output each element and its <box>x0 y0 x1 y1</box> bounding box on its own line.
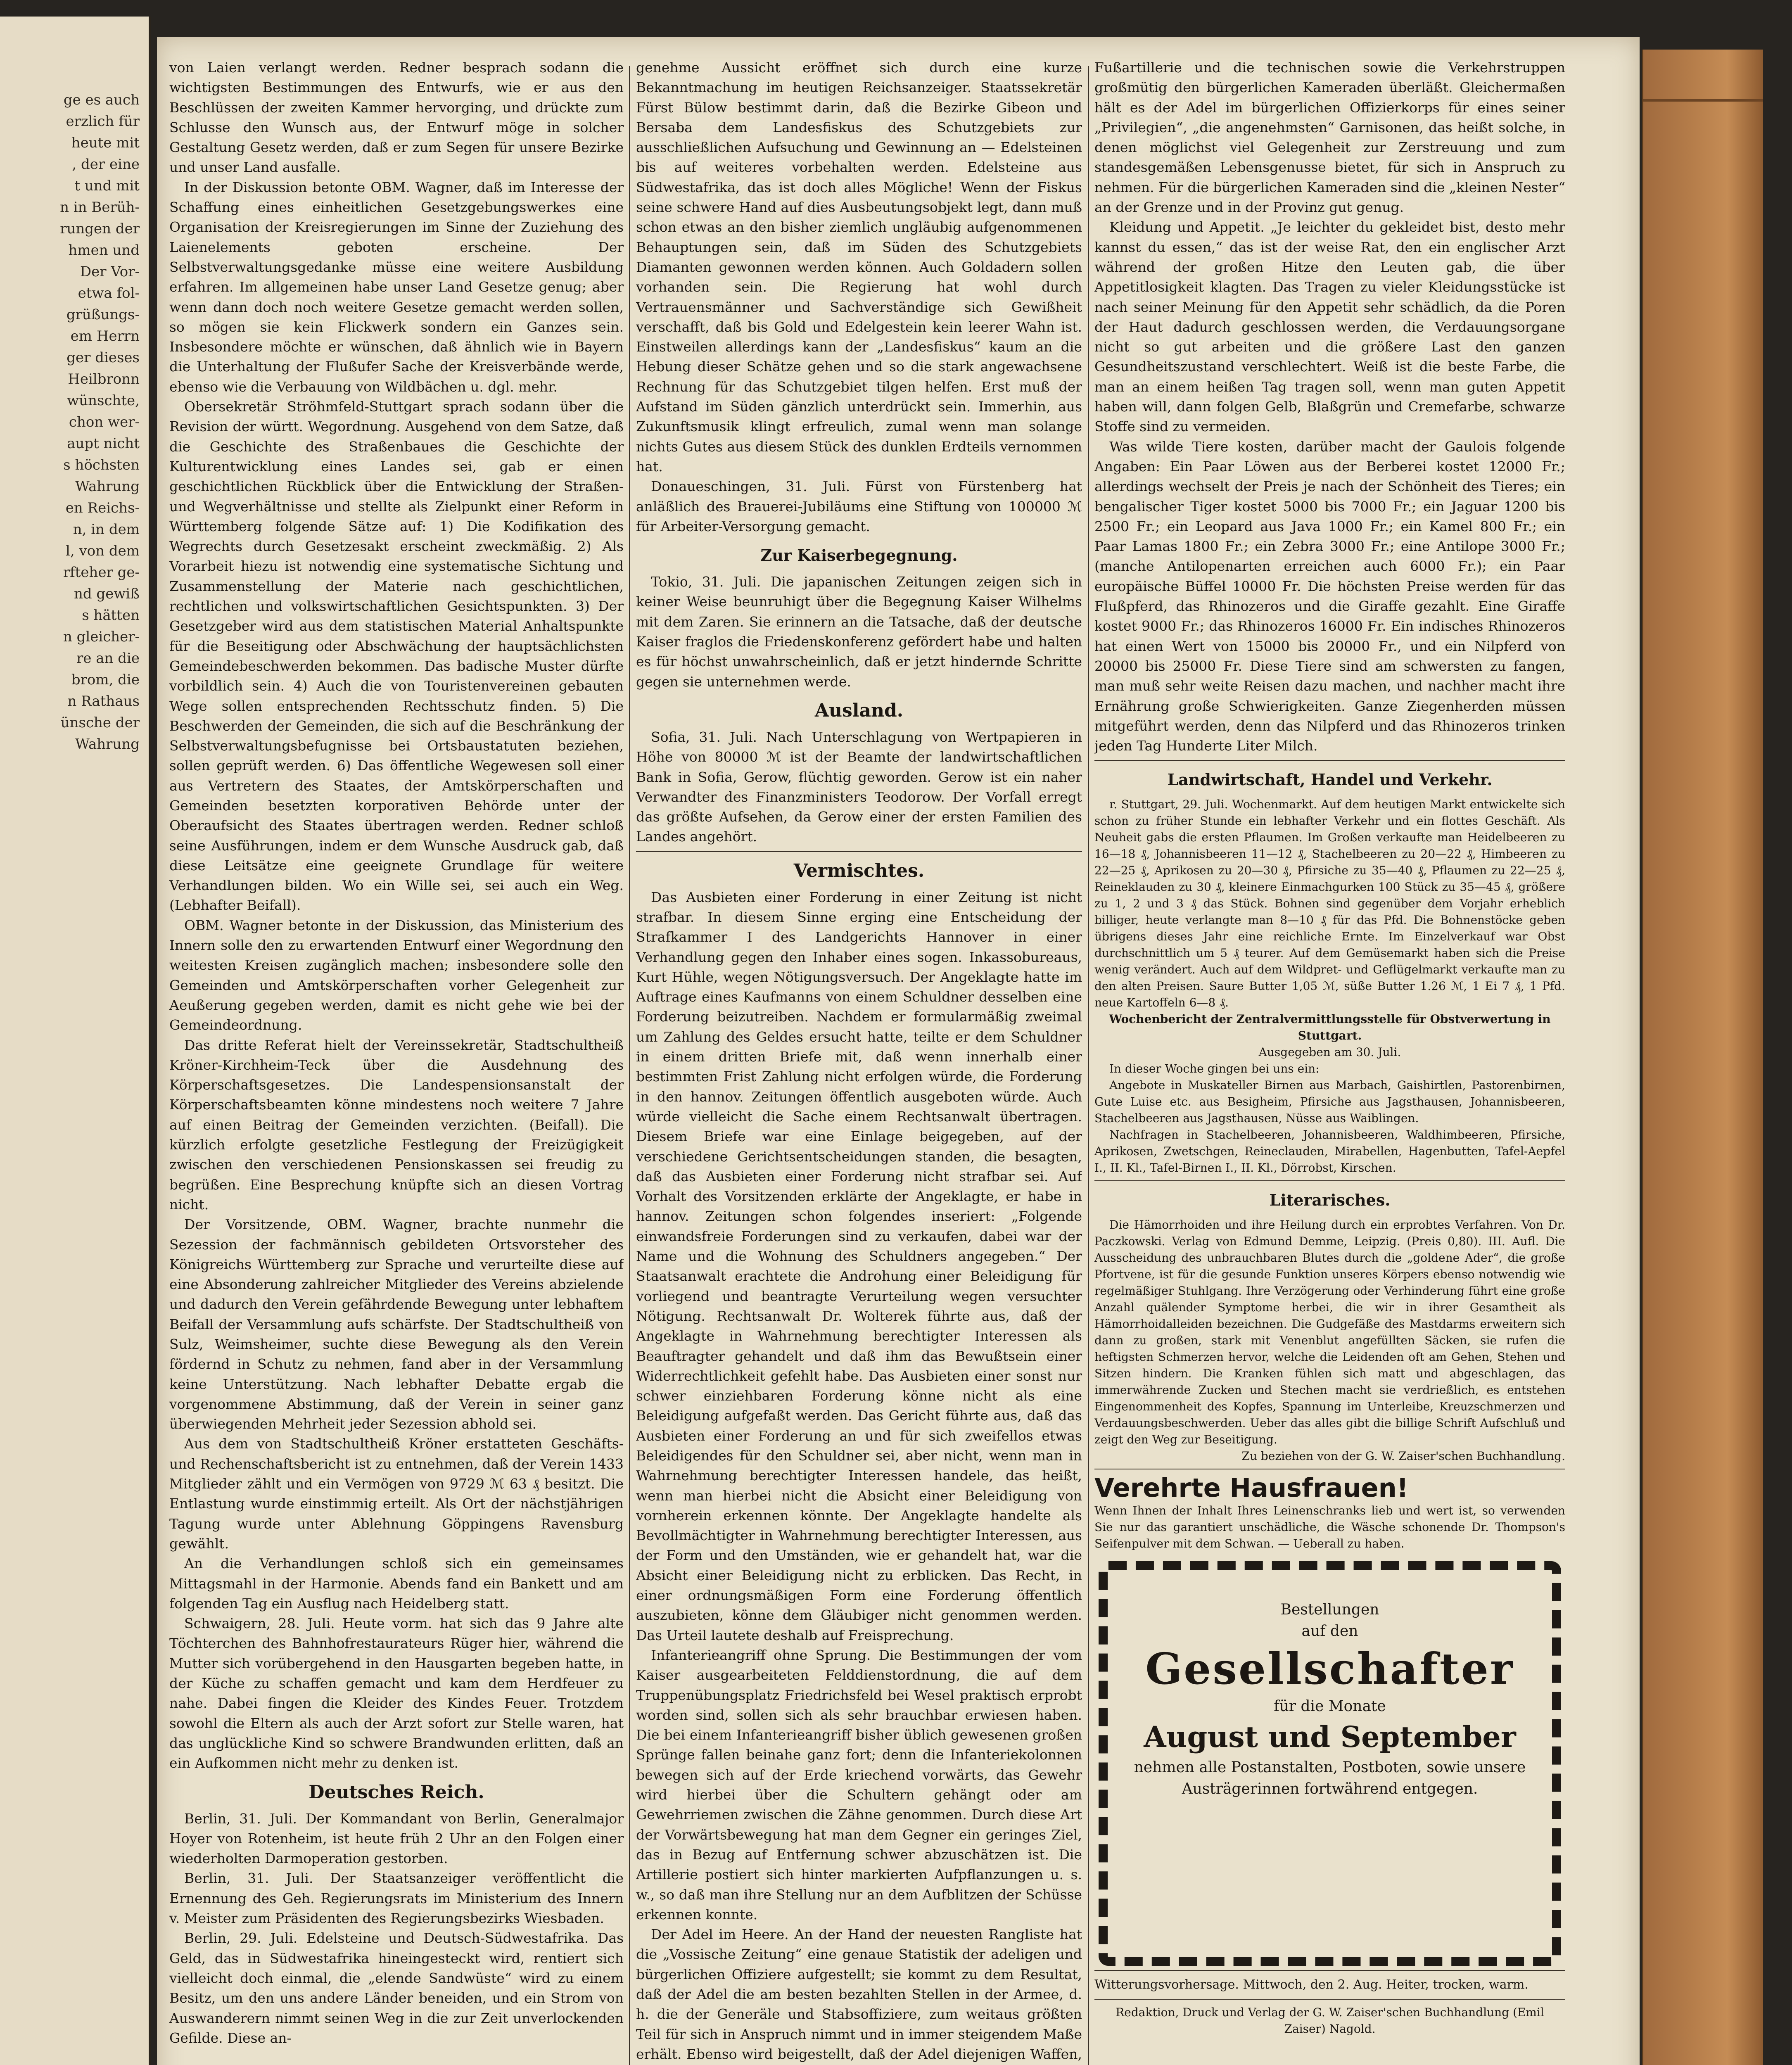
article-paragraph: Fußartillerie und die technischen sowie die Verkehrstruppen großmütig den bürgerlichen Kameraden überläßt. Gleichermaßen hält es der Adel im bürgerlichen Offizierkorps für eines seiner „Privilegien“, „die angenehmsten“ Garnisonen, das heißt solche, in denen möglichst viel Gelegenheit zur Zerstreuung und zum standesgemäßen Lebensgenusse bietet, für sich in Anspruch zu nehmen. Für die bürgerlichen Kameraden sind die „kleinen Nester“ an der Grenze und in der Provinz gut genug. <box>1094 59 1565 216</box>
box-line: auf den <box>1301 1623 1358 1640</box>
column-2 <box>636 58 1082 2065</box>
literary-notice <box>1094 1217 1565 1464</box>
left-page-text-fragment: Der Vor- <box>80 263 140 280</box>
column-3 <box>1094 58 1565 2065</box>
box-title: Gesellschafter <box>1145 1643 1514 1695</box>
left-page-text-fragment: s höchsten <box>63 457 140 473</box>
column-rule <box>1088 66 1089 2065</box>
left-page-text-fragment: n gleicher- <box>63 629 140 645</box>
left-page-text-fragment: t und mit <box>74 178 140 194</box>
section-heading: Deutsches Reich. <box>309 1781 484 1803</box>
ad-text: Wenn Ihnen der Inhalt Ihres Leinenschranks lieb und wert ist, so verwenden Sie nur das garantiert unschädliche, die Wäsche schonende Dr. Thompson's Seifenpulver mit dem Schwan. — Ueberall zu haben. <box>1094 1504 1565 1551</box>
box-line: Bestellungen <box>1280 1601 1379 1619</box>
section-heading: Vermischtes. <box>793 860 925 881</box>
left-page-text-fragment: grüßungs- <box>66 306 140 323</box>
section-heading: Literarisches. <box>1269 1191 1391 1210</box>
divider <box>1094 1970 1565 1971</box>
article-paragraph: Kleidung und Appetit. „Je leichter du gekleidet bist, desto mehr kannst du essen,“ das ist der weise Rat, den ein englischer Arzt während der großen Hitze den Leuten gab, die über Appetitlosigkeit klagten. Das Tragen zu vieler Kleidungsstücke ist nach seiner Meinung für den Appetit sehr schädlich, da die Poren der Haut dadurch geschlossen werden, die Verdauungsorgane nicht so gut arbeiten und die größere Last den ganzen Gesundheitszustand verschlechtert. Weiß ist die beste Farbe, die man an einem heißen Tag tragen soll, wenn man guten Appetit haben will, dann folgen Gelb, Blaßgrün und Cremefarbe, schwarze Stoffe sind zu vermeiden. <box>1094 219 1565 435</box>
article-paragraph: Sofia, 31. Juli. Nach Unterschlagung von Wertpapieren in Höhe von 80000 ℳ ist der Beamte der landwirtschaftlichen Bank in Sofia, Gerow, flüchtig geworden. Gerow ist ein naher Verwandter des Finanzministers Teodorow. Der Vorfall erregt das größte Aufsehen, da Gerow einer der ersten Familien des Landes angehört. <box>636 729 1082 845</box>
left-page-text-fragment: n in Berüh- <box>60 199 140 216</box>
article-paragraph: Berlin, 31. Juli. Der Kommandant von Berlin, Generalmajor Hoyer von Rotenheim, ist heute früh 2 Uhr an den Folgen einer wiederholten Darmoperation gestorben. <box>169 1810 624 1867</box>
article-paragraph: Schwaigern, 28. Juli. Heute vorm. hat sich das 9 Jahre alte Töchterchen des Bahnhofrestaurateurs Rüger hier, während die Mutter sich vorübergehend in den Hausgarten begeben hatte, in der Küche zu schaffen gemacht und kam dem Herdfeuer zu nahe. Dabei fingen die Kleider des Kindes Feuer. Trotzdem sowohl die Eltern als auch der Arzt sofort zur Stelle waren, hat das unglückliche Kind so schwere Brandwunden erlitten, daß an ein Aufkommen nicht mehr zu denken ist. <box>169 1615 624 1771</box>
book-fore-edge <box>1642 50 1763 2065</box>
left-page-text-fragment: , der eine <box>72 156 140 173</box>
left-page-text-fragment: s hätten <box>82 607 140 624</box>
left-page-text-fragment: ünsche der <box>60 714 140 731</box>
subheading: Wochenbericht der Zentralvermittlungsstelle für Obstverwertung in Stuttgart. <box>1109 1012 1551 1043</box>
left-page-text-fragment: wünschte, <box>67 392 140 409</box>
article-paragraph: Was wilde Tiere kosten, darüber macht der Gaulois folgende Angaben: Ein Paar Löwen aus der Berberei kostet 12000 Fr.; allerdings wechselt der Preis je nach der Schönheit des Tieres; ein bengalischer Tiger kostet 5000 bis 7000 Fr.; ein Jaguar 1200 bis 2500 Fr.; ein Leopard aus Java 1000 Fr.; ein Kamel 800 Fr.; ein Paar Lamas 1800 Fr.; ein Zebra 3000 Fr.; eine Antilope 3000 Fr.; (manche Antilopenarten erreichen auch 6000 Fr.); ein Paar europäische Büffel 10000 Fr. Die höchsten Preise werden für das Flußpferd, das Rhinozeros und die Giraffe gezahlt. Eine Giraffe kostet 9000 Fr.; das Rhinozeros 16000 Fr. Ein indisches Rhinozeros hat einen Wert von 15000 bis 20000 Fr., und ein Nilpferd von 20000 bis 25000 Fr. Diese Tiere sind am schwersten zu fangen, man muß sehr weite Reisen dazu machen, und nachher macht ihre Ernährung große Schwierigkeiten. Ganze Ziegenherden müssen mitgeführt werden, denn das Nilpferd und das Rhinozeros trinken jeden Tag Hunderte Liter Milch. <box>1094 438 1565 754</box>
divider <box>1094 760 1565 761</box>
left-page-text-fragment: re an die <box>76 650 140 667</box>
ad-title: Verehrte Hausfrauen! <box>1094 1473 1409 1503</box>
left-page-text-fragment: rungen der <box>60 221 140 237</box>
left-page-text-fragment: ger dieses <box>66 349 140 366</box>
article-paragraph: Die Hämorrhoiden und ihre Heilung durch ein erprobtes Verfahren. Von Dr. Paczkowski. Verlag von Edmund Demme, Leipzig. (Preis 0,80). III. Aufl. Die Ausscheidung des unbrauchbaren Blutes durch die „goldene Ader“, die große Pfortvene, ist für die gesunde Funktion unseres Körpers ebenso notwendig wie regelmäßiger Stuhlgang. Ihre Verzögerung oder Verhinderung führt eine große Anzahl quälender Symptome herbei, die wir in ihrer Gesamtheit als Hämorrhoidalleiden bezeichnen. Die Gudgefäße des Mastdarms erweitern sich dann zu großen, stark mit Venenblut angefüllten Säcken, sie rufen die heftigsten Schmerzen hervor, welche die Leidenden oft am Gehen, Stehen und Sitzen hindern. Die Kranken fühlen sich matt und abgeschlagen, das immerwährende Zucken und Stechen macht sie verdrießlich, es entstehen Eingenommenheit des Kopfes, Spannung im Unterleibe, Kreuzschmerzen und Verdauungsbeschwerden. Ueber das alles gibt die billige Schrift Aufschluß und zeigt den Weg zur Beseitigung. <box>1094 1218 1565 1447</box>
article-paragraph: Nachfragen in Stachelbeeren, Johannisbeeren, Waldhimbeeren, Pfirsiche, Aprikosen, Zwetschgen, Reineclauden, Mirabellen, Hagenbutten, Tafel-Aepfel I., II. Kl., Tafel-Birnen I., II. Kl., Dörrobst, Kirschen. <box>1094 1128 1565 1175</box>
article-paragraph: Donaueschingen, 31. Juli. Fürst von Fürstenberg hat anläßlich des Brauerei-Jubiläums eine Stiftung von 100000 ℳ für Arbeiter-Versorgung gemacht. <box>636 478 1082 534</box>
issue-date: Ausgegeben am 30. Juli. <box>1258 1045 1401 1059</box>
advertisement <box>1094 1474 1565 1552</box>
article-paragraph: von Laien verlangt werden. Redner besprach sodann die wichtigsten Bestimmungen des Entwurfs, wie er aus den Beschlüssen der zweiten Kammer hervorging, und drückte zum Schlusse den Wunsch aus, der Entwurf möge in solcher Gestaltung Gesetz werden, daß er zum Segen für unsere Bezirke und unser Land ausfalle. <box>169 59 624 176</box>
left-page-text-fragment: rfteher ge- <box>63 564 140 581</box>
box-line: nehmen alle Postanstalten, Postboten, sowie unsere Austrägerinnen fortwährend entgegen. <box>1134 1759 1526 1798</box>
article-paragraph: Aus dem von Stadtschultheiß Kröner erstatteten Geschäfts- und Rechenschaftsbericht ist zu entnehmen, daß der Verein 1433 Mitglieder zählt und ein Vermögen von 9729 ℳ 63 ₰ besitzt. Die Entlastung wurde einstimmig erteilt. Als Ort der nächstjährigen Tagung wurde unter Ablehnung Göppingens Ravensburg gewählt. <box>169 1436 624 1552</box>
divider <box>1094 1999 1565 2000</box>
subscription-box <box>1099 1561 1561 1966</box>
left-page-text-fragment: etwa fol- <box>78 285 140 301</box>
section-heading: Ausland. <box>814 700 904 721</box>
column-rule <box>629 66 630 2065</box>
box-line: für die Monate <box>1274 1698 1386 1715</box>
section-heading: Landwirtschaft, Handel und Verkehr. <box>1167 770 1493 789</box>
article-paragraph: Angebote in Muskateller Birnen aus Marbach, Gaishirtlen, Pastorenbirnen, Gute Luise etc. aus Besigheim, Pfirsiche aus Jagsthausen, Johannisbeeren, Stachelbeeren aus Jagsthausen, Nüsse aus Waiblingen. <box>1094 1078 1565 1125</box>
left-page-text-fragment: chon wer- <box>69 414 140 430</box>
article-paragraph: In der Diskussion betonte OBM. Wagner, daß im Interesse der Schaffung eines einheitlichen Gesetzgebungswerkes eine Organisation der Kreisregierungen im Sinne der Zuziehung des Laienelements geboten erscheine. Der Selbstverwaltungsgedanke müsse eine weitere Ausbildung erfahren. Im allgemeinen habe unser Land Gesetze genug; aber wenn dann doch noch weitere Gesetze gemacht werden sollen, so mögen sie kein Flickwerk sondern ein Ganzes sein. Insbesondere möchte er wünschen, daß ähnlich wie in Bayern die Unterhaltung der Flußufer Sache der Kreisverbände werde, ebenso wie die Verbauung von Wildbächen u. dgl. mehr. <box>169 179 624 395</box>
article-paragraph: Berlin, 31. Juli. Der Staatsanzeiger veröffentlicht die Ernennung des Geh. Regierungsrats im Ministerium des Innern v. Meister zum Präsidenten des Regierungsbezirks Wiesbaden. <box>169 1870 624 1927</box>
left-page-text-fragment: l, von dem <box>66 543 140 559</box>
left-page-text-fragment: nd gewiß <box>74 586 140 602</box>
left-page-text-fragment: Heilbronn <box>68 371 140 387</box>
left-page-text-fragment: en Reichs- <box>65 500 140 516</box>
weather-forecast: Witterungsvorhersage. Mittwoch, den 2. Aug. Heiter, trocken, warm. <box>1094 1977 1529 1992</box>
article-paragraph: Das dritte Referat hielt der Vereinssekretär, Stadtschultheiß Kröner-Kirchheim-Teck über die Ausdehnung des Körperschaftsgesetzes. Die Landespensionsanstalt der Körperschaftsbeamten könne mindestens noch weitere 7 Jahre auf einen Beitrag der Gemeinden verzichten. (Beifall). Die kürzlich erfolgte gesetzliche Festlegung der Freizügigkeit zwischen den verschiedenen Pensionskassen sei freudig zu begrüßen. Eine Besprechung knüpfte sich an diesen Vortrag nicht. <box>169 1037 624 1213</box>
section-heading: Zur Kaiserbegegnung. <box>760 546 958 565</box>
imprint: Redaktion, Druck und Verlag der G. W. Zaiser'schen Buchhandlung (Emil Zaiser) Nagold. <box>1116 2005 1544 2036</box>
left-page-fragment <box>0 17 151 2065</box>
left-page-text-fragment: n, in dem <box>73 521 140 538</box>
left-page-text-fragment: n Rathaus <box>67 693 140 710</box>
divider <box>1094 1180 1565 1181</box>
left-page-text-fragment: em Herrn <box>70 328 140 344</box>
article-paragraph: Tokio, 31. Juli. Die japanischen Zeitungen zeigen sich in keiner Weise beunruhigt über die Begegnung Kaiser Wilhelms mit dem Zaren. Sie erinnern an die Tatsache, daß der deutsche Kaiser fraglos die Friedenskonferenz gefördert habe und halten es für höchst unwahrscheinlich, daß er jetzt hindernde Schritte gegen sie unternehmen werde. <box>636 574 1082 690</box>
article-paragraph: Der Vorsitzende, OBM. Wagner, brachte nunmehr die Sezession der fachmännisch gebildeten Ortsvorsteher des Königreichs Württemberg zur Sprache und verurteilte diese auf eine Absonderung zahlreicher Mitglieder des Vereins abzielende und dadurch den Verein gefährdende Bewegung unter lebhaftem Beifall der Versammlung aufs schärfste. Der Stadtschultheiß von Sulz, Weimsheimer, suchte diese Bewegung als den Verein fördernd in Schutz zu nehmen, fand aber in der Versammlung keine Unterstützung. Nach lebhafter Debatte ergab die vorgenommene Abstimmung, daß der Verein in seiner ganz überwiegenden Mehrheit jeder Sezession abhold sei. <box>169 1216 624 1432</box>
article-paragraph: Der Adel im Heere. An der Hand der neuesten Rangliste hat die „Vossische Zeitung“ eine genaue Statistik der adeligen und bürgerlichen Offiziere aufgestellt; sie kommt zu dem Resultat, daß der Adel die am besten bezahlten Stellen in der Armee, d. h. die der Generäle und Stabsoffiziere, zum weitaus größten Teil für sich in Anspruch nimmt und in immer steigendem Maße erhält. Ebenso wird beigestellt, daß der Adel diejenigen Waffen, <box>636 1926 1082 2062</box>
article-paragraph: Infanterieangriff ohne Sprung. Die Bestimmungen der vom Kaiser ausgearbeiteten Felddienstordnung, die auf dem Truppenübungsplatz Friedrichsfeld bei Wesel praktisch erprobt worden sind, sollen sich als sehr brauchbar erwiesen haben. Die bei einem Infanterieangriff bisher üblich gewesenen großen Sprünge fallen beinahe ganz fort; denn die Infanteriekolonnen bewegen sich auf der Erde kriechend vorwärts, das Gewehr wird hierbei über die Schultern gehängt oder am Gewehrriemen zwischen die Zähne genommen. Durch diese Art der Vorwärtsbewegung hat man dem Gegner ein geringes Ziel, das in Bezug auf Entfernung schwer abzuschätzen ist. Die Artillerie postiert sich hinter markierten Aufpflanzungen u. s. w., so daß man ihre Stellung nur an dem Aufblitzen der Schüsse erkennen konnte. <box>636 1647 1082 1923</box>
left-page-text-fragment: heute mit <box>71 135 140 151</box>
article-paragraph: In dieser Woche gingen bei uns ein: <box>1109 1062 1320 1076</box>
divider <box>636 851 1082 852</box>
left-page-text-fragment: brom, die <box>71 672 140 688</box>
article-paragraph: An die Verhandlungen schloß sich ein gemeinsames Mittagsmahl in der Harmonie. Abends fand ein Bankett und am folgenden Tag ein Ausflug nach Heidelberg statt. <box>169 1555 624 1612</box>
article-paragraph: Berlin, 29. Juli. Edelsteine und Deutsch-Südwestafrika. Das Geld, das in Südwestafrika hineingesteckt wird, rentiert sich vielleicht doch einmal, die „elende Sandwüste“ wird zu einem Besitz, um den uns andere Länder beneiden, und ein Strom von Auswanderern nimmt seinen Weg in die zur Zeit unverlockenden Gefilde. Diese an- <box>169 1930 624 2046</box>
left-page-text-fragment: aupt nicht <box>67 435 140 452</box>
article-paragraph: genehme Aussicht eröffnet sich durch eine kurze Bekanntmachung im heutigen Reichsanzeiger. Staatssekretär Fürst Bülow bestimmt darin, daß die Bezirke Gibeon und Bersaba dem Landesfiskus des Schutzgebiets zur ausschließlichen Aufsuchung und Gewinnung an — Edelsteinen bis auf weiteres vorbehalten werden. Edelsteine aus Südwestafrika, das ist doch alles Mögliche! Wenn der Fiskus seine schwere Hand auf dies Ausbeutungsobjekt legt, dann muß schon etwas an den bisher ziemlich ungläubig aufgenommenen Behauptungen sein, daß im Süden des Schutzgebiets Diamanten gewonnen werden können. Auch Goldadern sollen vorhanden sein. Die Regierung hat wohl durch Vertrauensmänner und Sachverständige sich Gewißheit verschafft, daß bis Gold und Edelgestein kein leerer Wahn ist. Einstweilen allerdings kann der „Landesfiskus“ kaum an die Hebung dieser Schätze gehen und so die stark angewachsene Rechnung für das Schutzgebiet tilgen helfen. Erst muß der Aufstand im Süden gänzlich unterdrückt sein. Immerhin, aus Zukunftsmusik klingt erfreulich, zumal wenn man solange nichts Gutes aus diesem Stück des dunklen Erdteils vernommen hat. <box>636 59 1082 475</box>
left-page-text-fragment: erzlich für <box>66 113 140 130</box>
left-page-text-fragment: hmen und <box>68 242 140 259</box>
article-paragraph: Zu beziehen von der G. W. Zaiser'schen Buchhandlung. <box>1241 1449 1565 1463</box>
article-paragraph: OBM. Wagner betonte in der Diskussion, das Ministerium des Innern solle den zu erwartenden Entwurf einer Wegordnung den weitesten Kreisen zugänglich machen; insbesondere solle den Gemeinden und Amtskörperschaften vorher Gelegenheit zur Aeußerung gegeben werden, damit es nicht gehe wie bei der Gemeindeordnung. <box>169 917 624 1033</box>
box-months: August und September <box>1144 1720 1516 1754</box>
article-paragraph: Das Ausbieten einer Forderung in einer Zeitung ist nicht strafbar. In diesem Sinne erging eine Entscheidung der Strafkammer I des Landgerichts Hannover in einer Verhandlung gegen den Inhaber eines sogen. Inkassobureaus, Kurt Hühle, wegen Nötigungsversuch. Der Angeklagte hatte im Auftrage eines Kaufmanns von einem Schuldner desselben eine Forderung beizutreiben. Nachdem er formularmäßig zweimal um Zahlung des Geldes ersucht hatte, teilte er dem Schuldner in einem dritten Briefe mit, daß wenn innerhalb einer bestimmten Frist Zahlung nicht erfolgen würde, die Forderung in den hannov. Zeitungen öffentlich ausgeboten würde. Auch würde vielleicht die Sache einem Rechtsanwalt übertragen. Diesem Briefe war eine Einlage beigegeben, auf der verschiedene Gerichtsentscheidungen standen, die besagten, daß das Ausbieten einer Forderung nicht strafbar sei. Auf Vorhalt des Vorsitzenden erklärte der Angeklagte, er habe in hannov. Zeitungen schon folgendes inseriert: „Folgende einwandsfreie Forderungen sind zu verkaufen, dabei war der Name und die Wohnung des Schuldners angegeben.“ Der Staatsanwalt erachtete die Androhung einer Beleidigung für vorliegend und beantragte Verurteilung wegen versuchter Nötigung. Rechtsanwalt Dr. Wolterek führte aus, daß der Angeklagte in Wahrnehmung berechtigter Interessen als Beauftragter gehandelt und daß ihm das Bewußtsein einer Widerrechtlichkeit gefehlt habe. Das Ausbieten einer sonst nur schwer einziehbaren Forderung könne nicht als eine Beleidigung aufgefaßt werden. Das Gericht führte aus, daß das Ausbieten einer Forderung an und für sich zweifellos etwas Beleidigendes für den Schuldner sei, aber nicht, wenn man in Wahrnehmung berechtigter Interessen handele, das heißt, wenn man hierbei nicht die Absicht einer Beleidigung von vornherein erkennen könnte. Der Angeklagte handelte als Bevollmächtigter in Wahrnehmung berechtigter Interessen, aus der Form und den Umständen, wie er gehandelt hat, war die Absicht einer Beleidigung nicht zu erblicken. Das Recht, in einer ordnungsmäßigen Form eine Forderung öffentlich auszubieten, könne dem Gläubiger nicht genommen werden. Das Urteil lautete deshalb auf Freisprechung. <box>636 889 1082 1643</box>
market-report <box>1094 796 1565 1176</box>
left-page-text-fragment: ge es auch <box>63 92 140 108</box>
left-page-text-fragment: Wahrung <box>75 478 140 495</box>
article-paragraph: r. Stuttgart, 29. Juli. Wochenmarkt. Auf dem heutigen Markt entwickelte sich schon zu früher Stunde ein lebhafter Verkehr und ein flottes Geschäft. Als Neuheit gabs die ersten Pflaumen. Im Großen verkaufte man Heidelbeeren zu 16—18 ₰, Johannisbeeren 11—12 ₰, Stachelbeeren zu 20—22 ₰, Himbeeren zu 22—25 ₰, Aprikosen zu 20—30 ₰, Pfirsiche zu 35—40 ₰, Pflaumen zu 22—25 ₰, Reineklauden zu 30 ₰, kleinere Einmachgurken 100 Stück zu 35—45 ₰, größere zu 1, 2 und 3 ₰ das Stück. Bohnen sind gegenüber dem Vorjahr erheblich billiger, heute verlangte man 8—10 ₰ für das Pfd. Die Bohnenstöcke geben übrigens dieses Jahr eine reichliche Ernte. Im Einzelverkauf war Obst durchschnittlich um 5 ₰ teurer. Auf dem Gemüsemarkt haben sich die Preise wenig verändert. Auch auf dem Wildpret- und Geflügelmarkt verkaufte man zu den alten Preisen. Saure Butter 1,05 ℳ, süße Butter 1.26 ℳ, 1 Ei 7 ₰, 1 Pfd. neue Kartoffeln 6—8 ₰. <box>1094 798 1565 1010</box>
article-paragraph: Obersekretär Ströhmfeld-Stuttgart sprach sodann über die Revision der württ. Wegordnung. Ausgehend von dem Satze, daß die Geschichte des Straßenbaues die Geschichte der Kulturentwicklung eines Landes sei, gab er einen geschichtlichen Rückblick über die Entwicklung der Straßen- und Wegverhältnisse und stellte als Zielpunkt einer Reform in Württemberg folgende Sätze auf: 1) Die Kodifikation des Wegrechts durch Gesetzesakt erscheint zweckmäßig. 2) Als Vorarbeit hiezu ist notwendig eine systematische Sichtung und Zusammenstellung der Materie nach geschichtlichen, rechtlichen und volkswirtschaftlichen Gesichtspunkten. 3) Der Gesetzgeber wird aus dem statistischen Material Anhaltspunkte für die Beseitigung oder Abschwächung der hauptsächlichsten Gemeindebeschwerden bekommen. Das badische Muster dürfte vorbildlich sein. 4) Auch die von Touristenvereinen gebauten Wege sollen entsprechenden Rechtsschutz finden. 5) Die Beschwerden der Gemeinden, die sich auf die Beschränkung der Selbstverwaltungsbefugnisse bei Ortsbaustatuten beziehen, sollen geprüft werden. 6) Das öffentliche Wegewesen soll einer aus Vertretern des Staates, der Amtskörperschaften und Gemeinden besetzten korporativen Behörde unter der Oberaufsicht des Staates übertragen werden. Redner schloß seine Ausführungen, indem er dem Wunsche Ausdruck gab, daß diese Leitsätze eine geeignete Grundlage für weitere Verhandlungen bilden. Wo ein Wille sei, sei auch ein Weg. (Lebhafter Beifall). <box>169 399 624 914</box>
left-page-text-fragment: Wahrung <box>75 736 140 752</box>
column-1 <box>169 58 624 2065</box>
